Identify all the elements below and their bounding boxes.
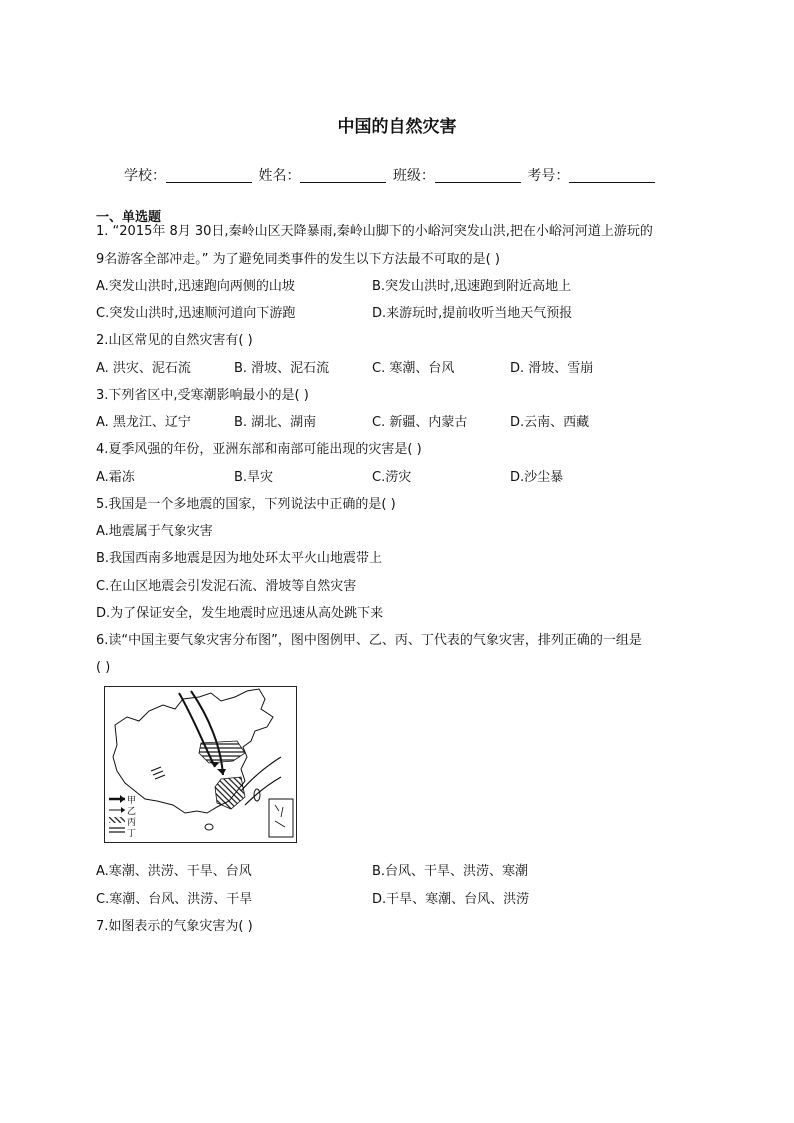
question-1-option-d[interactable]: D.来游玩时,提前收听当地天气预报 xyxy=(372,306,573,321)
question-5-option-b[interactable]: B.我国西南多地震是因为地处环太平火山地震带上 xyxy=(96,551,383,566)
question-6-option-c[interactable]: C.寒潮、台风、洪涝、干旱 xyxy=(96,892,253,907)
question-3-option-c[interactable]: C. 新疆、内蒙古 xyxy=(372,415,468,430)
question-4-stem: 4.夏季风强的年份，亚洲东部和南部可能出现的灾害是( ) xyxy=(96,442,422,457)
china-disaster-map-drawing xyxy=(105,687,296,842)
drought-zone xyxy=(215,777,245,809)
question-3-stem: 3.下列省区中,受寒潮影响最小的是( ) xyxy=(96,388,309,403)
map-legend xyxy=(109,795,136,839)
question-3-option-b[interactable]: B. 湖北、湖南 xyxy=(234,415,317,430)
question-4-option-c[interactable]: C.涝灾 xyxy=(372,470,412,485)
question-5-option-c[interactable]: C.在山区地震会引发泥石流、滑坡等自然灾害 xyxy=(96,579,357,594)
student-info-row xyxy=(124,165,657,185)
section-heading: 一、单选题 xyxy=(96,210,162,225)
question-2-option-b[interactable]: B. 滑坡、泥石流 xyxy=(234,361,330,376)
question-6-option-d[interactable]: D.干旱、寒潮、台风、洪涝 xyxy=(372,892,530,907)
question-1-stem-line1: 1. “2015年 8月 30日,秦岭山区天降暴雨,秦岭山脚下的小峪河突发山洪,把在小峪河河道上游玩的 xyxy=(96,224,653,239)
question-2-option-a[interactable]: A. 洪灾、泥石流 xyxy=(96,361,191,376)
question-1-option-a[interactable]: A.突发山洪时,迅速跑向两侧的山坡 xyxy=(96,279,295,294)
question-2-stem: 2.山区常见的自然灾害有( ) xyxy=(96,333,253,348)
school-label: 学校： xyxy=(124,168,166,184)
name-label: 姓名： xyxy=(258,168,301,184)
school-blank[interactable] xyxy=(166,168,252,183)
question-2-option-d[interactable]: D. 滑坡、雪崩 xyxy=(510,361,594,376)
question-5-option-a[interactable]: A.地震属于气象灾害 xyxy=(96,524,213,539)
legend-yi: 乙 xyxy=(127,807,137,817)
question-6-stem-line2: ( ) xyxy=(96,660,111,675)
question-5-stem: 5.我国是一个多地震的国家，下列说法中正确的是( ) xyxy=(96,497,396,512)
china-outline xyxy=(113,689,273,813)
question-4-option-a[interactable]: A.霜冻 xyxy=(96,470,135,485)
question-3-option-a[interactable]: A. 黑龙江、辽宁 xyxy=(96,415,191,430)
question-2-option-c[interactable]: C. 寒潮、台风 xyxy=(372,361,455,376)
question-1-option-b[interactable]: B.突发山洪时,迅速跑到附近高地上 xyxy=(372,279,572,294)
question-1-option-c[interactable]: C.突发山洪时,迅速顺河道向下游跑 xyxy=(96,306,296,321)
exam-no-blank[interactable] xyxy=(569,168,655,183)
exam-no-label: 考号： xyxy=(527,168,570,184)
page-title: 中国的自然灾害 xyxy=(337,117,457,137)
class-blank[interactable] xyxy=(435,168,521,183)
china-disaster-map xyxy=(104,686,297,843)
question-4-option-d[interactable]: D.沙尘暴 xyxy=(510,470,564,485)
question-7-stem: 7.如图表示的气象灾害为( ) xyxy=(96,919,253,934)
question-6-stem-line1: 6.读“中国主要气象灾害分布图”，图中图例甲、乙、丙、丁代表的气象灾害，排列正确的一组是 xyxy=(96,633,642,648)
legend-ding: 丁 xyxy=(127,829,137,839)
question-4-option-b[interactable]: B.旱灾 xyxy=(234,470,274,485)
question-3-option-d[interactable]: D.云南、西藏 xyxy=(510,415,590,430)
class-label: 班级： xyxy=(392,168,435,184)
name-blank[interactable] xyxy=(300,168,386,183)
question-6-option-b[interactable]: B.台风、干旱、洪涝、寒潮 xyxy=(372,864,529,879)
legend-jia: 甲 xyxy=(127,796,137,806)
question-5-option-d[interactable]: D.为了保证安全，发生地震时应迅速从高处跳下来 xyxy=(96,606,384,621)
question-1-stem-line2: 9名游客全部冲走。” 为了避免同类事件的发生以下方法最不可取的是( ) xyxy=(96,252,500,267)
legend-bing: 丙 xyxy=(127,818,137,828)
question-6-option-a[interactable]: A.寒潮、洪涝、干旱、台风 xyxy=(96,864,252,879)
